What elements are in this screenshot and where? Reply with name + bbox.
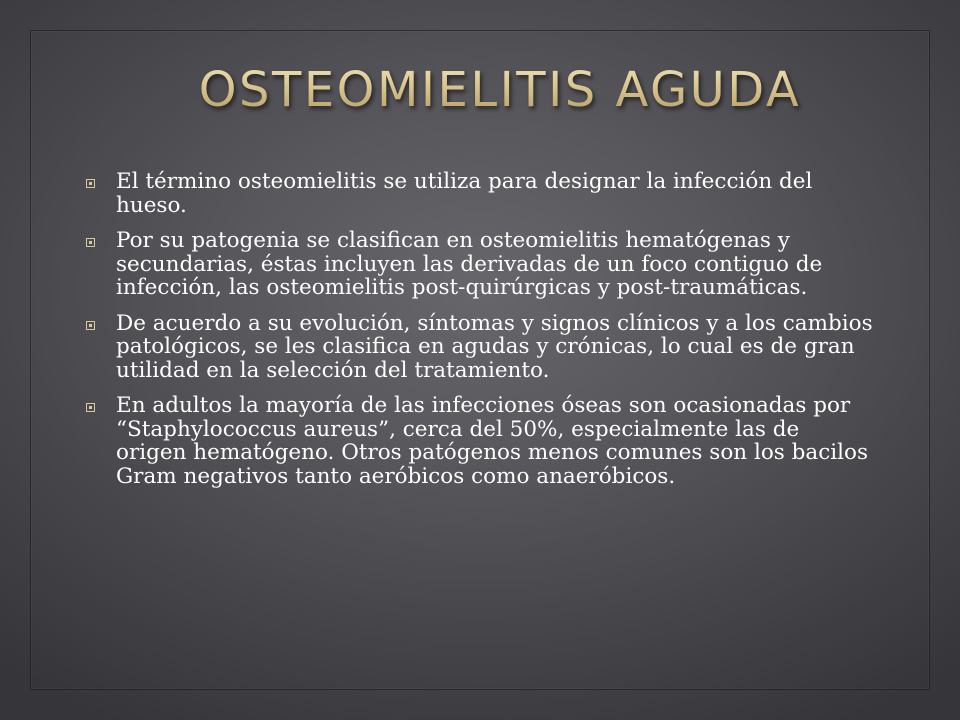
square-bullet-icon	[86, 321, 95, 330]
bullet-item	[86, 229, 876, 300]
square-bullet-icon	[86, 403, 95, 412]
bullet-text: El término osteomielitis se utiliza para designar la infección del hueso.	[116, 169, 813, 218]
bullet-list	[86, 170, 876, 500]
bullet-item	[86, 170, 876, 217]
bullet-text: De acuerdo a su evolución, síntomas y signos clínicos y a los cambios patológicos, se les clasifica en agudas y crónicas, lo cual es de gran utilidad en la selección del tratamiento.	[116, 310, 873, 383]
bullet-text: Por su patogenia se clasifican en osteomielitis hematógenas y secundarias, éstas incluyen las derivadas de un foco contiguo de infección, las osteomielitis post-quirúrgicas y post-traumáticas.	[116, 228, 823, 300]
bullet-item	[86, 394, 876, 488]
bullet-item	[86, 312, 876, 383]
bullet-text: En adultos la mayoría de las infecciones óseas son ocasionadas por “Staphylococcus aureus”, cerca del 50%, especialmente las de origen hematógeno. Otros patógenos menos comunes son los bacilos Gram negativos tanto aeróbicos como anaeróbicos.	[116, 393, 868, 489]
square-bullet-icon	[86, 238, 95, 247]
slide-title: OSTEOMIELITIS AGUDA	[0, 62, 960, 118]
square-bullet-icon	[86, 179, 95, 188]
